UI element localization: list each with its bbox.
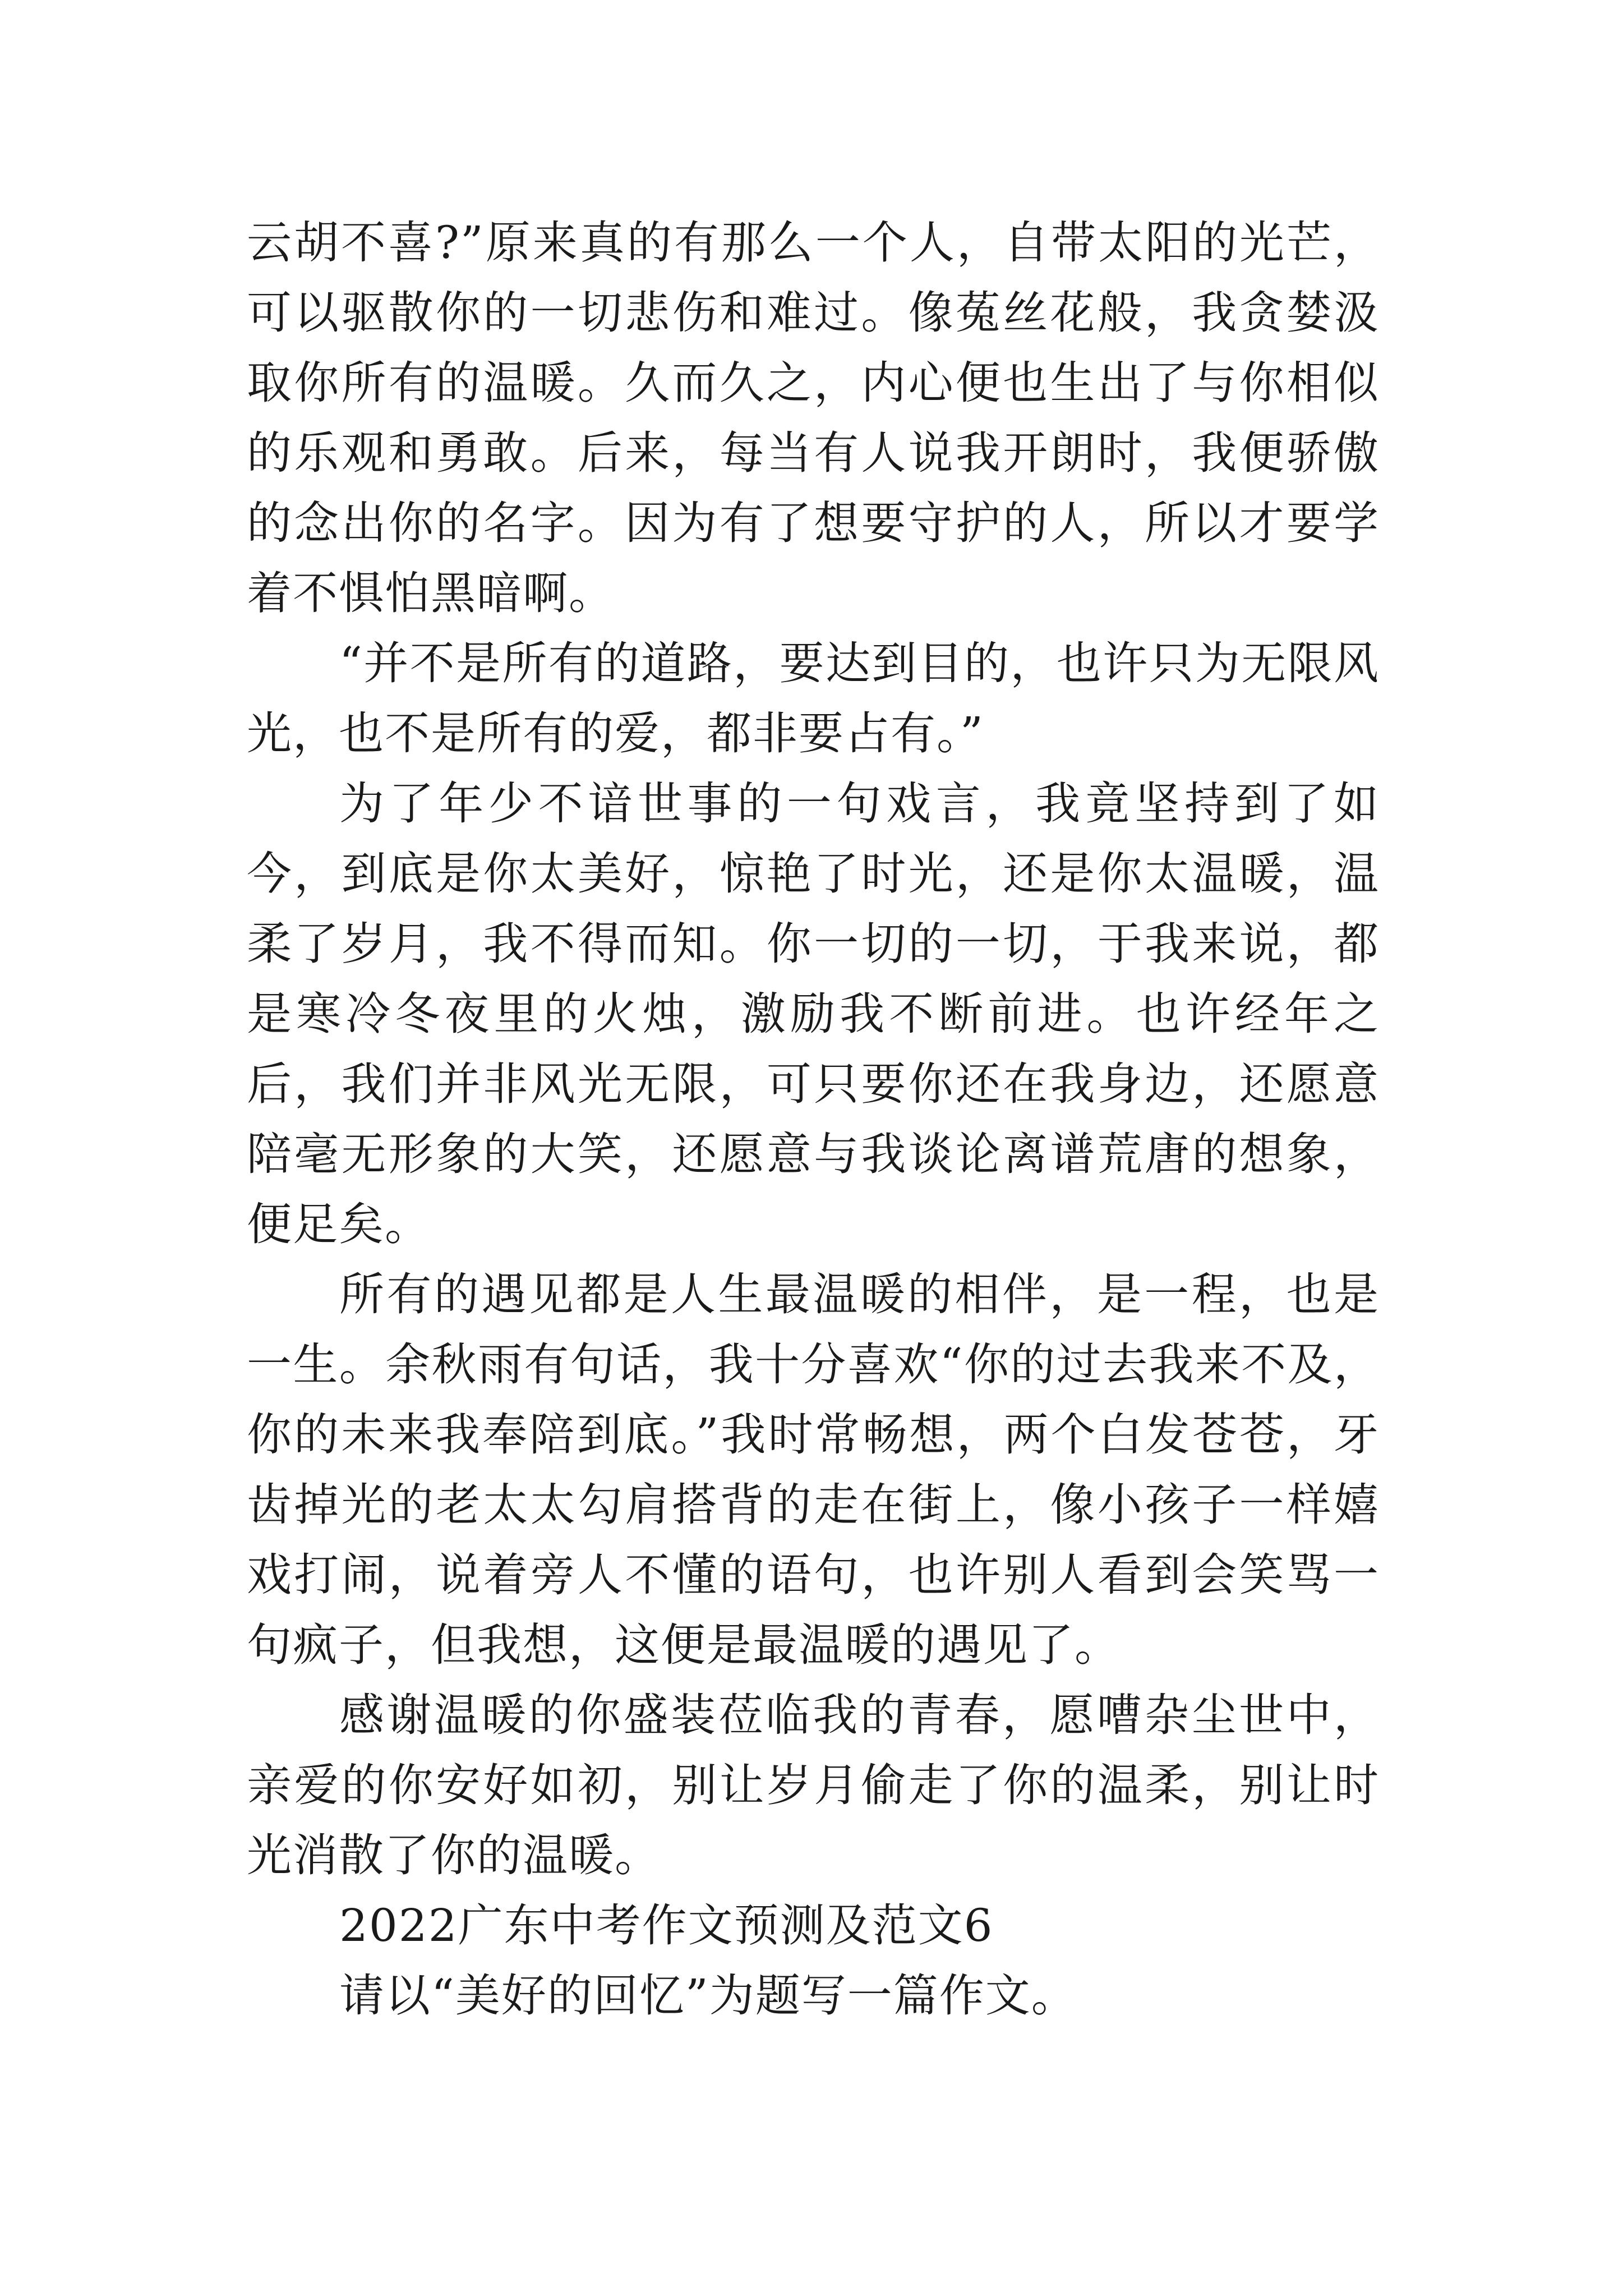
paragraph: 所有的遇见都是人生最温暖的相伴，是一程，也是一生。余秋雨有句话，我十分喜欢“你的过去我来不及，你的未来我奉陪到底。”我时常畅想，两个白发苍苍，牙齿掉光的老太太勾肩搭背的走在街上，像小孩子一样嬉戏打闹，说着旁人不懂的语句，也许别人看到会笑骂一句疯子，但我想，这便是最温暖的遇见了。 — [247, 1268, 1380, 1671]
document-body — [247, 208, 1380, 2031]
section-title: 2022广东中考作文预测及范文6 — [339, 1899, 994, 1952]
essay-prompt: 请以“美好的回忆”为题写一篇作文。 — [339, 1970, 1077, 2022]
paragraph: 感谢温暖的你盛装莅临我的青春，愿嘈杂尘世中，亲爱的你安好如初，别让岁月偷走了你的温柔，别让时光消散了你的温暖。 — [247, 1689, 1380, 1881]
paragraph: 为了年少不谙世事的一句戏言，我竟坚持到了如今，到底是你太美好，惊艳了时光，还是你太温暖，温柔了岁月，我不得而知。你一切的一切，于我来说，都是寒冷冬夜里的火烛，激励我不断前进。也许经年之后，我们并非风光无限，可只要你还在我身边，还愿意陪毫无形象的大笑，还愿意与我谈论离谱荒唐的想象，便足矣。 — [247, 777, 1380, 1250]
paragraph-continued: 云胡不喜?”原来真的有那么一个人，自带太阳的光芒，可以驱散你的一切悲伤和难过。像菟丝花般，我贪婪汲取你所有的温暖。久而久之，内心便也生出了与你相似的乐观和勇敢。后来，每当有人说我开朗时，我便骄傲的念出你的名字。因为有了想要守护的人，所以才要学着不惧怕黑暗啊。 — [247, 217, 1380, 619]
paragraph-quote: “并不是所有的道路，要达到目的，也许只为无限风光，也不是所有的爱，都非要占有。” — [247, 637, 1380, 760]
